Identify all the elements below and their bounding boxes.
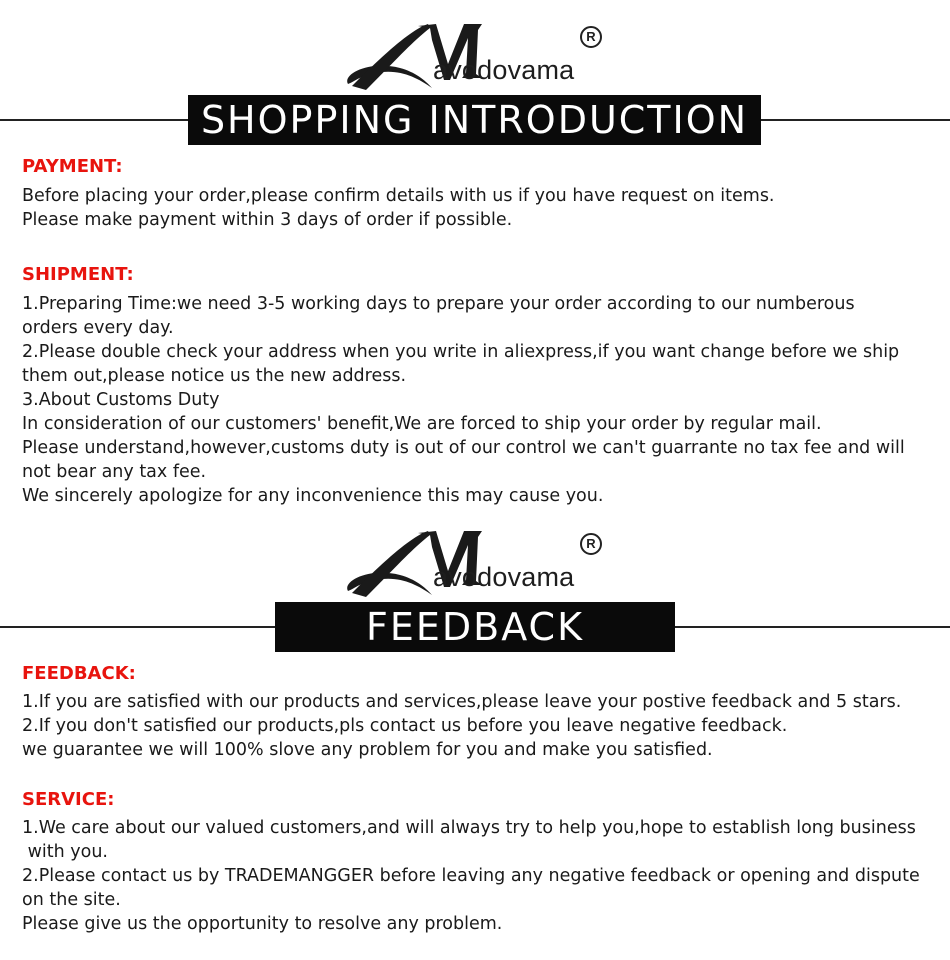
paragraph-payment <box>22 184 927 232</box>
brand-wordmark: avodovama <box>433 55 575 85</box>
registered-mark-icon: R <box>580 26 602 48</box>
heading-feedback: FEEDBACK: <box>22 663 136 684</box>
text-line: We sincerely apologize for any inconvenience this may cause you. <box>22 486 604 506</box>
text-line: with you. <box>22 842 108 862</box>
text-line: 1.Preparing Time:we need 3-5 working days to prepare your order according to our numberous <box>22 294 855 314</box>
paragraph-service <box>22 816 927 936</box>
text-line: on the site. <box>22 890 121 910</box>
banner-feedback: FEEDBACK <box>275 602 675 652</box>
registered-mark-icon: R <box>580 533 602 555</box>
paragraph-shipment <box>22 292 927 508</box>
brand-logo <box>340 18 610 98</box>
text-line: 2.Please contact us by TRADEMANGGER before leaving any negative feedback or opening and dispute <box>22 866 920 886</box>
text-line: Please understand,however,customs duty is out of our control we can't guarrante no tax fee and will <box>22 438 905 458</box>
text-line: 1.If you are satisfied with our products and services,please leave your postive feedback and 5 stars. <box>22 692 902 712</box>
text-line: not bear any tax fee. <box>22 462 207 482</box>
paragraph-feedback <box>22 690 927 762</box>
text-line: orders every day. <box>22 318 174 338</box>
text-line: 3.About Customs Duty <box>22 390 220 410</box>
brand-wordmark: avodovama <box>433 562 575 592</box>
text-line: 2.Please double check your address when you write in aliexpress,if you want change before we ship <box>22 342 900 362</box>
text-line: Please give us the opportunity to resolve any problem. <box>22 914 503 934</box>
text-line: them out,please notice us the new address. <box>22 366 407 386</box>
text-line: we guarantee we will 100% slove any problem for you and make you satisfied. <box>22 740 713 760</box>
heading-service: SERVICE: <box>22 789 115 810</box>
brand-logo <box>340 525 610 605</box>
heading-shipment: SHIPMENT: <box>22 264 134 285</box>
banner-shopping-introduction: SHOPPING INTRODUCTION <box>188 95 761 145</box>
text-line: Please make payment within 3 days of order if possible. <box>22 210 513 230</box>
text-line: In consideration of our customers' benefit,We are forced to ship your order by regular mail. <box>22 414 822 434</box>
heading-payment: PAYMENT: <box>22 156 123 177</box>
text-line: Before placing your order,please confirm details with us if you have request on items. <box>22 186 775 206</box>
text-line: 1.We care about our valued customers,and will always try to help you,hope to establish long business <box>22 818 916 838</box>
text-line: 2.If you don't satisfied our products,pls contact us before you leave negative feedback. <box>22 716 788 736</box>
